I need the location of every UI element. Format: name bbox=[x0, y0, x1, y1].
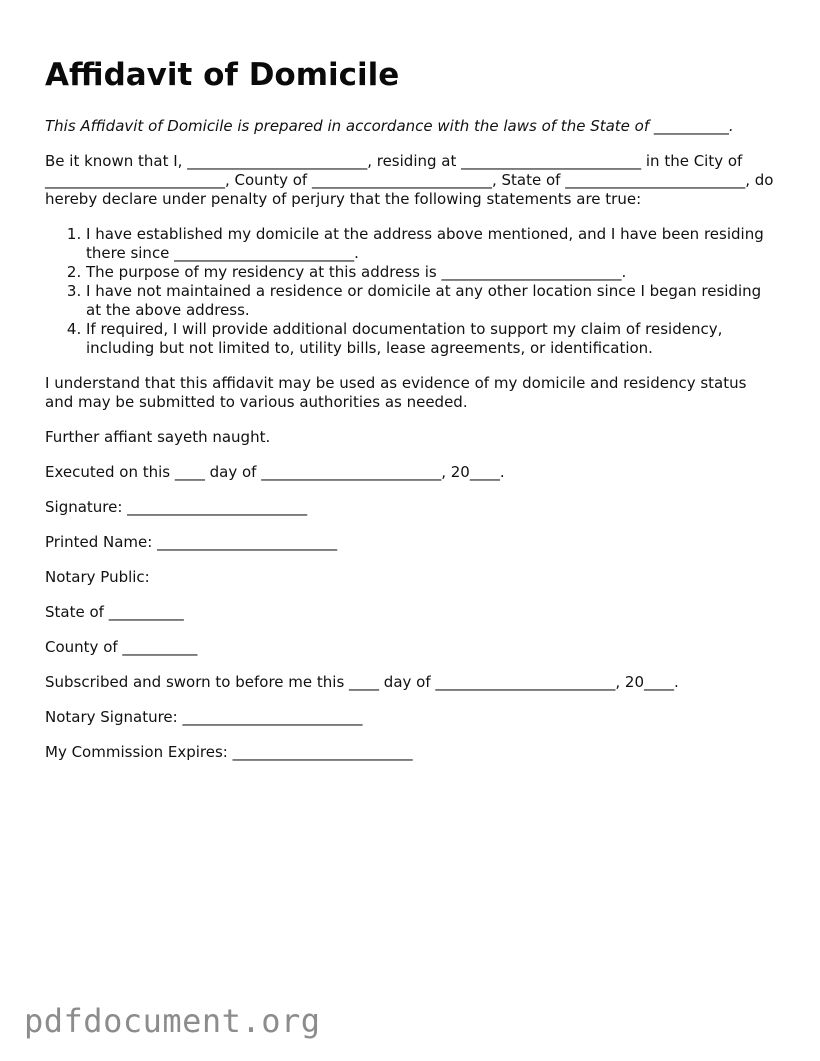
commission-expires-field: My Commission Expires: ________________________ bbox=[45, 743, 413, 761]
declaration-paragraph: Be it known that I, ________________________, residing at ________________________ in the City of ________________________, County of ________________________, State of ________________________, do hereby declare under penalty of perjury that the following statements are true: bbox=[45, 152, 774, 208]
intro-statement: This Affidavit of Domicile is prepared in accordance with the laws of the State of __________. bbox=[45, 117, 734, 135]
signature-field: Signature: ________________________ bbox=[45, 498, 308, 516]
watermark-logo: pdfdocument.org bbox=[24, 1002, 321, 1040]
notary-public-heading: Notary Public: bbox=[45, 568, 150, 586]
subscribed-sworn-field: Subscribed and sworn to before me this ____ day of ________________________, 20____. bbox=[45, 673, 679, 691]
statement-item: 2. The purpose of my residency at this address is ________________________. bbox=[86, 263, 775, 282]
closing-statement: Further affiant sayeth naught. bbox=[45, 428, 271, 446]
document-title: Affidavit of Domicile bbox=[45, 57, 400, 93]
statement-item: 3. I have not maintained a residence or domicile at any other location since I began residing at the above address. bbox=[86, 282, 775, 320]
understanding-paragraph: I understand that this affidavit may be used as evidence of my domicile and residency status and may be submitted to various authorities as needed. bbox=[45, 374, 747, 411]
statement-item: 4. If required, I will provide additional documentation to support my claim of residency, including but not limited to, utility bills, lease agreements, or identification. bbox=[86, 320, 775, 358]
document-page bbox=[45, 55, 775, 778]
notary-state-field: State of __________ bbox=[45, 603, 184, 621]
notary-county-field: County of __________ bbox=[45, 638, 198, 656]
executed-date-field: Executed on this ____ day of ________________________, 20____. bbox=[45, 463, 505, 481]
statements-list bbox=[45, 225, 775, 358]
statement-item: 1. I have established my domicile at the address above mentioned, and I have been residing there since ________________________. bbox=[86, 225, 775, 263]
printed-name-field: Printed Name: ________________________ bbox=[45, 533, 338, 551]
notary-signature-field: Notary Signature: ________________________ bbox=[45, 708, 363, 726]
